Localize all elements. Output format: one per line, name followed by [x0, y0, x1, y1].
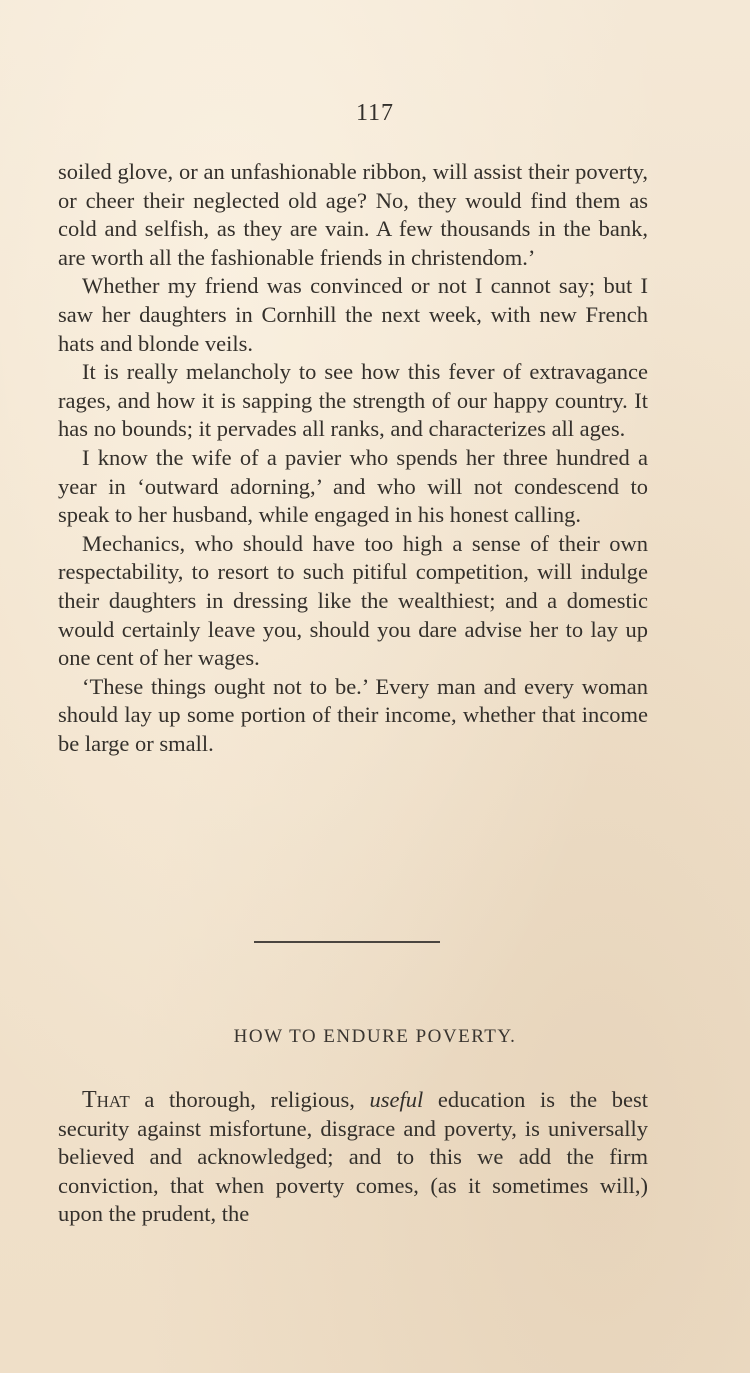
- text-segment: education is the best security against misfortune, disgrace and poverty, is universally believed and acknowledged; and to this we add the firm conviction, that when poverty comes, (as it sometimes will,) upon the prudent, the: [58, 1087, 648, 1227]
- emphasized-word: useful: [369, 1087, 424, 1112]
- paragraph: It is really melancholy to see how this fever of extravagance rages, and how it is sapping the strength of our happy country. It has no bounds; it pervades all ranks, and characterizes all ages.: [58, 359, 648, 442]
- section-divider: [254, 941, 440, 943]
- page-number: 117: [355, 100, 395, 126]
- text-segment: a thorough, religious,: [129, 1087, 370, 1112]
- lead-word: That: [82, 1087, 130, 1113]
- section-text-block: [58, 1086, 648, 1229]
- main-text-block: [58, 158, 648, 758]
- paragraph: soiled glove, or an unfashionable ribbon, will assist their poverty, or cheer their neglected old age? No, they would find them as cold and selfish, as they are vain. A few thousands in the bank, are worth all the fashionable friends in christendom.’: [58, 159, 648, 270]
- section-heading: HOW TO ENDURE POVERTY.: [233, 1026, 517, 1047]
- paragraph: Mechanics, who should have too high a sense of their own respectability, to resort to such pitiful competition, will indulge their daughters in dressing like the wealthiest; and a domestic would certainly leave you, should you dare advise her to lay up one cent of her wages.: [58, 530, 648, 671]
- paragraph: I know the wife of a pavier who spends her three hundred a year in ‘outward adorning,’ and who will not condescend to speak to her husband, while engaged in his honest calling.: [58, 444, 648, 528]
- paragraph: [58, 1086, 648, 1229]
- paragraph: Whether my friend was convinced or not I cannot say; but I saw her daughters in Cornhill the next week, with new French hats and blonde veils.: [58, 273, 648, 356]
- paragraph: ‘These things ought not to be.’ Every man and every woman should lay up some portion of their income, whether that income be large or small.: [58, 673, 648, 756]
